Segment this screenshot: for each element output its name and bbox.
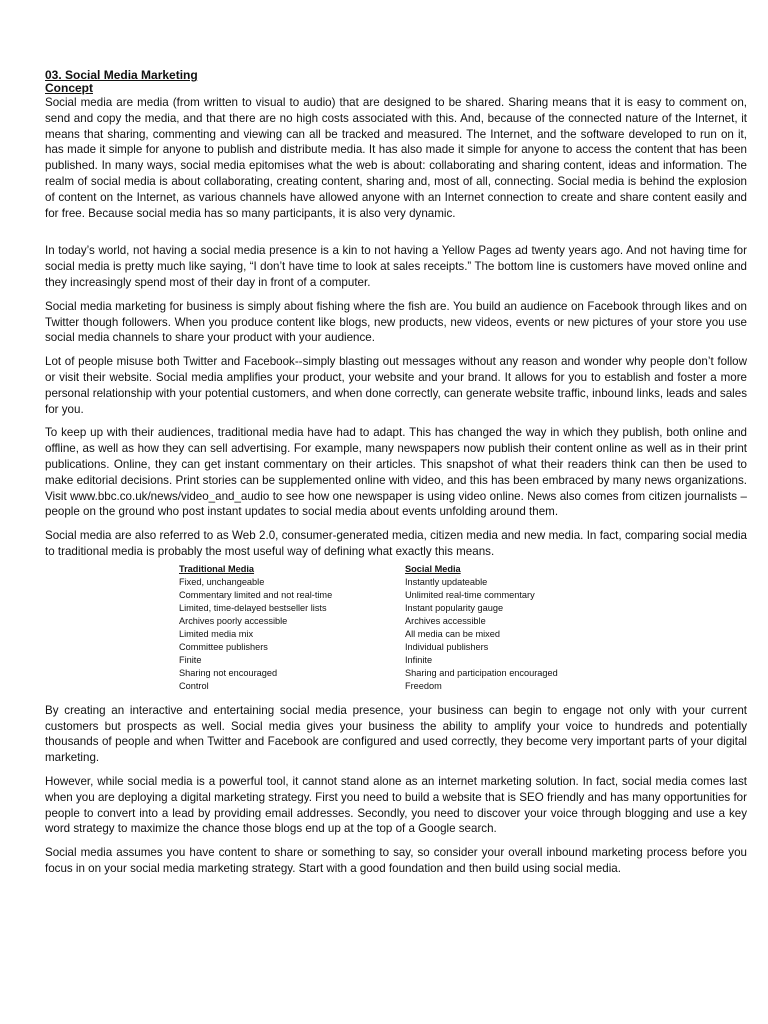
table-cell: Limited, time-delayed bestseller lists	[179, 602, 327, 613]
table-cell: Finite	[179, 654, 202, 665]
table-header-traditional: Traditional Media	[179, 563, 255, 574]
table-row	[179, 628, 558, 641]
paragraph-8: However, while social media is a powerful tool, it cannot stand alone as an internet marketing solution. In fact, social media comes last when you are deploying a digital marketing strategy. First you need to build a website that is SEO friendly and has many opportunities for people to convert into a lead by providing email addresses. Secondly, you need to discover your voice through blogging and use a key word strategy to maximize the chance those blogs end up at the top of a Google search.	[45, 774, 747, 836]
table-row	[179, 602, 558, 615]
document-page	[45, 69, 747, 885]
table-cell: Control	[179, 680, 209, 691]
table-cell: Individual publishers	[405, 641, 489, 652]
comparison-table	[179, 563, 558, 693]
table-cell: Limited media mix	[179, 628, 254, 639]
table-row	[179, 589, 558, 602]
section-title: 03. Social Media Marketing	[45, 68, 198, 82]
table-cell: All media can be mixed	[405, 628, 500, 639]
paragraph-6: Social media are also referred to as Web 2.0, consumer-generated media, citizen media and new media. In fact, comparing social media to traditional media is probably the most useful way of defining what exactly this means.	[45, 529, 747, 558]
table-cell: Sharing not encouraged	[179, 667, 278, 678]
paragraph-7: By creating an interactive and entertaining social media presence, your business can begin to engage not only with your current customers but prospects as well. Social media gives your business the ability to amplify your voice to hundreds and potentially thousands of people and when Twitter and Facebook are configured and used correctly, they become very important parts of your digital marketing.	[45, 703, 747, 765]
table-cell: Commentary limited and not real-time	[179, 589, 333, 600]
table-row	[179, 667, 558, 680]
table-cell: Unlimited real-time commentary	[405, 589, 535, 600]
table-cell: Committee publishers	[179, 641, 268, 652]
table-cell: Instantly updateable	[405, 576, 488, 587]
table-row	[179, 615, 558, 628]
paragraph-2: In today’s world, not having a social media presence is a kin to not having a Yellow Pages ad twenty years ago. And not having time for social media is pretty much like saying, “I don’t have time to look at sales receipts.” The bottom line is customers have moved online and they increasingly spend most of their day in front of a computer.	[45, 244, 747, 289]
table-header-row	[179, 563, 558, 576]
paragraph-5: To keep up with their audiences, traditional media have had to adapt. This has changed the way in which they publish, both online and offline, as well as how they can sell advertising. For example, many newspapers now publish their content online as well as in their print publications. Online, they can get instant commentary on their articles. This snapshot of what their readers think can then be used to make editorial decisions. Print stories can be supplemented online with video, and this has been embraced by many news organizations. Visit www.bbc.co.uk/news/video_and_audio to see how one newspaper is using video online. News also comes from citizen journalists – people on the ground who post instant updates to social media about events unfolding around them.	[45, 426, 747, 519]
paragraph-1: Social media are media (from written to visual to audio) that are designed to be shared. Sharing means that it is easy to comment on, send and copy the media, and that there are no high costs associated with this. And, because of the connected nature of the Internet, it means that sharing, commenting and viewing can all be tracked and measured. The Internet, and the software developed to run on it, has made it simple for anyone to publish and distribute media. It has also made it simple for anyone to access the content that has been published. In many ways, social media epitomises what the web is about: collaborating and sharing content, ideas and information. The realm of social media is about collaborating, creating content, sharing and, most of all, connecting. Social media is behind the explosion of content on the Internet, as various channels have allowed anyone with an Internet connection to create and share content easily and for free. Because social media has so many participants, it is also very dynamic.	[45, 96, 747, 220]
table-cell: Fixed, unchangeable	[179, 576, 265, 587]
table-cell: Archives poorly accessible	[179, 615, 288, 626]
table-cell: Infinite	[405, 654, 433, 665]
subheading: Concept	[45, 81, 93, 95]
table-row	[179, 654, 558, 667]
table-header-social: Social Media	[405, 563, 461, 574]
paragraph-9: Social media assumes you have content to share or something to say, so consider your overall inbound marketing process before you focus in on your social media marketing strategy. Start with a good foundation and then build using social media.	[45, 846, 747, 875]
table-row	[179, 641, 558, 654]
table-cell: Freedom	[405, 680, 442, 691]
table-row	[179, 680, 558, 693]
table-row	[179, 576, 558, 589]
table-cell: Archives accessible	[405, 615, 486, 626]
paragraph-3: Social media marketing for business is simply about fishing where the fish are. You build an audience on Facebook through likes and on Twitter though followers. When you produce content like blogs, new products, new videos, events or new pictures of your store you use social media channels to share your product with your audience.	[45, 299, 747, 345]
table-cell: Instant popularity gauge	[405, 602, 504, 613]
table-cell: Sharing and participation encouraged	[405, 667, 558, 678]
paragraph-4: Lot of people misuse both Twitter and Facebook--simply blasting out messages without any reason and wonder why people don’t follow or visit their website. Social media amplifies your product, your website and your brand. It allows for you to establish and foster a more personal relationship with your potential customers, and when done correctly, can generate website traffic, inbound links, leads and sales for you.	[45, 355, 747, 416]
